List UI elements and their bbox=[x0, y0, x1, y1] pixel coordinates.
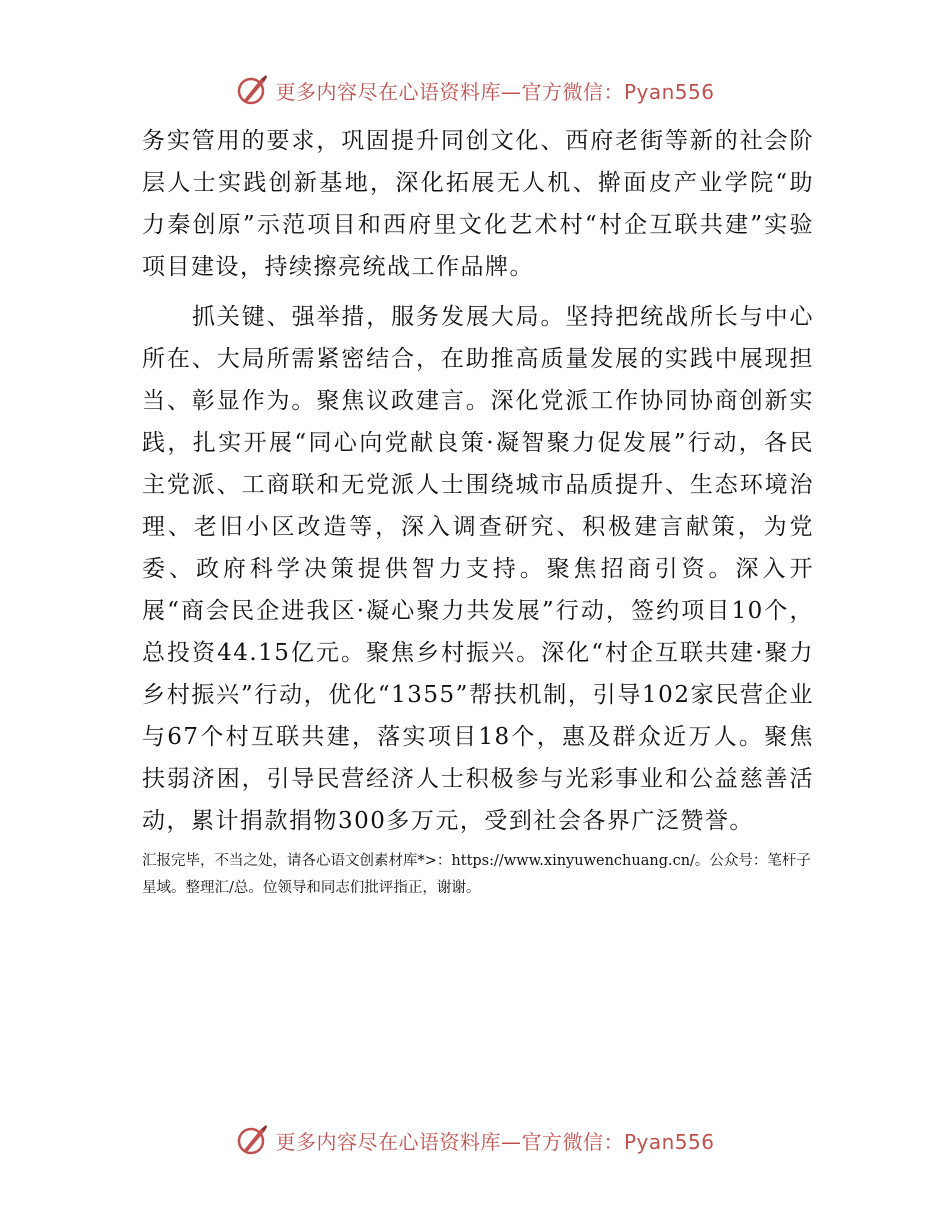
header-watermark-text: 更多内容尽在心语资料库—官方微信：Pyan556 bbox=[275, 79, 715, 104]
paragraph-1: 务实管用的要求，巩固提升同创文化、西府老街等新的社会阶层人士实践创新基地，深化拓展无人机、擀面皮产业学院“助力秦创原”示范项目和西府里文化艺术村“村企互联共建”实验项目建设，持续擦亮统战工作品牌。 bbox=[142, 128, 814, 280]
closing-note: 汇报完毕，不当之处，请各心语文创素材库*>：https://www.xinyuwenchuang.cn/。公众号：笔杆子星域。整理汇/总。位领导和同志们批评指正，谢谢。 bbox=[142, 853, 811, 896]
footer-watermark bbox=[0, 1120, 950, 1160]
header-watermark bbox=[0, 70, 950, 110]
quill-logo-icon bbox=[235, 1123, 269, 1157]
quill-logo-icon bbox=[235, 73, 269, 107]
document-body bbox=[142, 120, 814, 902]
paragraph-2: 抓关键、强举措，服务发展大局。坚持把统战所长与中心所在、大局所需紧密结合，在助推高质量发展的实践中展现担当、彰显作为。聚焦议政建言。深化党派工作协同协商创新实践，扎实开展“同心向党献良策·凝智聚力促发展”行动，各民主党派、工商联和无党派人士围绕城市品质提升、生态环境治理、老旧小区改造等，深入调查研究、积极建言献策，为党委、政府科学决策提供智力支持。聚焦招商引资。深入开展“商会民企进我区·凝心聚力共发展”行动，签约项目10个，总投资44.15亿元。聚焦乡村振兴。深化“村企互联共建·聚力乡村振兴”行动，优化“1355”帮扶机制，引导102家民营企业与67个村互联共建，落实项目18个，惠及群众近万人。聚焦扶弱济困，引导民营经济人士积极参与光彩事业和公益慈善活动，累计捐款捐物300多万元，受到社会各界广泛赞誉。 bbox=[142, 304, 814, 834]
footer-watermark-text: 更多内容尽在心语资料库—官方微信：Pyan556 bbox=[275, 1129, 715, 1154]
